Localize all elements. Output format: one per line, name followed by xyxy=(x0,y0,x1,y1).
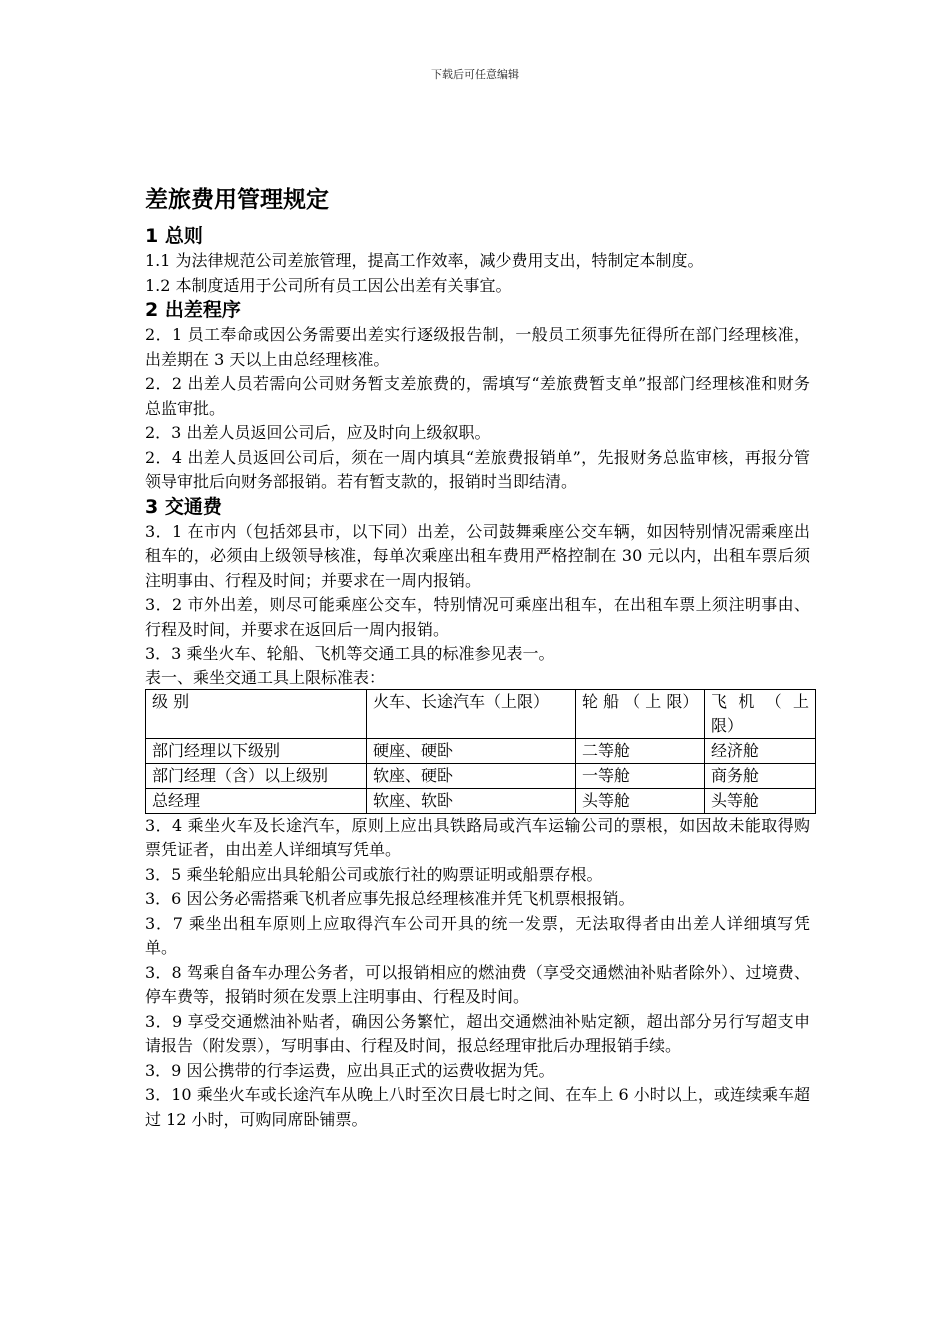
table-header-cell: 级 别 xyxy=(146,689,367,738)
table-cell: 一等舱 xyxy=(576,763,705,788)
paragraph: 2．4 出差人员返回公司后，须在一周内填具“差旅费报销单”，先报财务总监审核，再报分管领导审批后向财务部报销。若有暂支款的，报销时当即结清。 xyxy=(145,447,810,491)
paragraph: 3．9 享受交通燃油补贴者，确因公务繁忙，超出交通燃油补贴定额，超出部分另行写超支申请报告（附发票），写明事由、行程及时间，报总经理审批后办理报销手续。 xyxy=(145,1011,810,1055)
paragraph: 3．1 在市内（包括郊县市，以下同）出差，公司鼓舞乘座公交车辆，如因特别情况需乘座出租车的，必须由上级领导核准，每单次乘座出租车费用严格控制在 30 元以内，出租车票后须注明事由、行程及时间；并要求在一周内报销。 xyxy=(145,521,810,590)
table-cell: 硬座、硬卧 xyxy=(367,738,576,763)
table-cell: 部门经理以下级别 xyxy=(146,738,367,763)
table-row xyxy=(146,763,816,788)
paragraph: 1.1 为法律规范公司差旅管理，提高工作效率，减少费用支出，特制定本制度。 xyxy=(145,251,704,270)
paragraph: 3．10 乘坐火车或长途汽车从晚上八时至次日晨七时之间、在车上 6 小时以上，或连续乘车超过 12 小时，可购同席卧铺票。 xyxy=(145,1085,810,1129)
table-cell: 头等舱 xyxy=(576,788,705,813)
paragraph: 3．3 乘坐火车、轮船、飞机等交通工具的标准参见表一。 xyxy=(145,644,555,663)
paragraph: 2．2 出差人员若需向公司财务暂支差旅费的，需填写“差旅费暂支单”报部门经理核准和财务总监审批。 xyxy=(145,374,810,418)
transport-limits-table xyxy=(145,689,816,814)
table-cell: 软座、软卧 xyxy=(367,788,576,813)
table-cell: 头等舱 xyxy=(705,788,816,813)
table-caption: 表一、乘坐交通工具上限标准表： xyxy=(145,667,386,687)
section-heading-transport: 3 交通费 xyxy=(145,495,222,518)
table-cell: 经济舱 xyxy=(705,738,816,763)
table-row xyxy=(146,788,816,813)
paragraph: 3．4 乘坐火车及长途汽车，原则上应出具铁路局或汽车运输公司的票根，如因故未能取得购票凭证者，由出差人详细填写凭单。 xyxy=(145,815,810,859)
paragraph: 3．9 因公携带的行李运费，应出具正式的运费收据为凭。 xyxy=(145,1060,555,1080)
table-cell: 总经理 xyxy=(146,788,367,813)
table-cell: 软座、硬卧 xyxy=(367,763,576,788)
table-cell: 部门经理（含）以上级别 xyxy=(146,763,367,788)
paragraph: 1.2 本制度适用于公司所有员工因公出差有关事宜。 xyxy=(145,275,512,295)
document-body xyxy=(145,184,810,1132)
header-note: 下载后可任意编辑 xyxy=(431,68,519,81)
paragraph: 2．1 员工奉命或因公务需要出差实行逐级报告制，一般员工须事先征得所在部门经理核准，出差期在 3 天以上由总经理核准。 xyxy=(145,325,810,369)
paragraph: 2．3 出差人员返回公司后，应及时向上级叙职。 xyxy=(145,423,491,442)
table-cell: 商务舱 xyxy=(705,763,816,788)
table-header-cell: 轮 船 （ 上 限） xyxy=(576,689,705,738)
paragraph: 3．7 乘坐出租车原则上应取得汽车公司开具的统一发票，无法取得者由出差人详细填写凭单。 xyxy=(145,913,810,957)
section-heading-general: 1 总则 xyxy=(145,225,203,247)
table-header-row xyxy=(146,689,816,738)
paragraph: 3．5 乘坐轮船应出具轮船公司或旅行社的购票证明或船票存根。 xyxy=(145,864,603,884)
table-row xyxy=(146,738,816,763)
table-cell: 二等舱 xyxy=(576,738,705,763)
table-header-cell: 飞 机 （ 上 限） xyxy=(705,689,816,738)
document-title: 差旅费用管理规定 xyxy=(145,187,329,213)
paragraph: 3．2 市外出差，则尽可能乘座公交车，特别情况可乘座出租车，在出租车票上须注明事由、行程及时间，并要求在返回后一周内报销。 xyxy=(145,595,810,639)
paragraph: 3．6 因公务必需搭乘飞机者应事先报总经理核准并凭飞机票根报销。 xyxy=(145,889,635,908)
table-header-cell: 火车、长途汽车（上限） xyxy=(367,689,576,738)
section-heading-procedure: 2 出差程序 xyxy=(145,299,241,321)
paragraph: 3．8 驾乘自备车办理公务者，可以报销相应的燃油费（享受交通燃油补贴者除外）、过境费、停车费等，报销时须在发票上注明事由、行程及时间。 xyxy=(145,962,810,1006)
